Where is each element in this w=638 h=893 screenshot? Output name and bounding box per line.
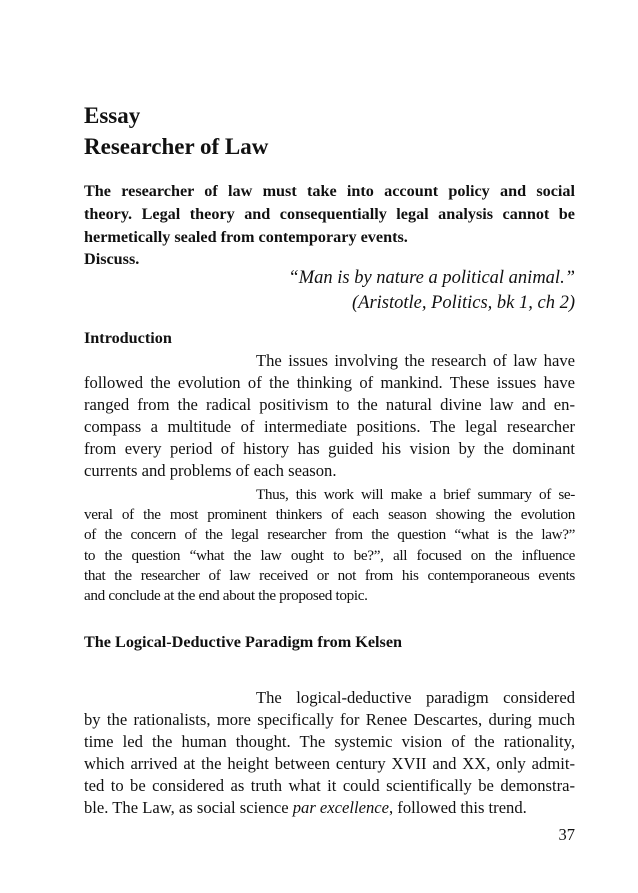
- intro-p2-line: and conclude at the end about the proposed topic.: [84, 587, 368, 604]
- section2-line: by the rationalists, more specifically for Renee Descartes, during much: [84, 710, 575, 729]
- intro-p2-line: to the question “what the law ought to be?”, all focused on the influence: [84, 547, 575, 564]
- intro-p2-line: of the concern of the legal researcher from the question “what is the law?”: [84, 526, 575, 543]
- intro-p2-line: Thus, this work will make a brief summary of se-: [256, 486, 575, 503]
- italic-term: par excellence: [292, 798, 389, 817]
- essay-title: Researcher of Law: [84, 134, 269, 159]
- section2-line: time led the human thought. The systemic vision of the rationality,: [84, 732, 575, 751]
- section2-line: which arrived at the height between century XVII and XX, only admit-: [84, 754, 575, 773]
- epigraph-quote: “Man is by nature a political animal.”: [288, 268, 575, 288]
- intro-p1-line: from every period of history has guided his vision by the dominant: [84, 439, 575, 458]
- intro-p1-line: currents and problems of each season.: [84, 461, 337, 480]
- intro-p1-line: ranged from the radical positivism to the natural divine law and en-: [84, 395, 575, 414]
- discuss-label: Discuss.: [84, 250, 140, 268]
- intro-p2-line: that the researcher of law received or not from his contemporaneous events: [84, 567, 575, 584]
- section2-last-line-end: , followed this trend.: [389, 798, 527, 817]
- section2-last-line-start: ble. The Law, as social science: [84, 798, 293, 817]
- prompt-line: theory. Legal theory and consequentially legal analysis cannot be: [84, 205, 575, 223]
- section2-last-line: [84, 797, 575, 819]
- intro-p1-line: followed the evolution of the thinking of mankind. These issues have: [84, 373, 575, 392]
- intro-p2-line: veral of the most prominent thinkers of each season showing the evolution: [84, 506, 575, 523]
- prompt-line: The researcher of law must take into account policy and social: [84, 182, 575, 200]
- section2-line: The logical-deductive paradigm considered: [256, 688, 575, 707]
- introduction-heading: Introduction: [84, 329, 172, 347]
- intro-p1-line: The issues involving the research of law have: [256, 351, 575, 370]
- section-heading: The Logical-Deductive Paradigm from Kelsen: [84, 633, 403, 651]
- page-number: 37: [558, 825, 575, 844]
- section2-line: ted to be considered as truth what it could scientifically be demonstra-: [84, 776, 575, 795]
- epigraph-source: (Aristotle, Politics, bk 1, ch 2): [352, 293, 575, 313]
- essay-label: Essay: [84, 103, 141, 128]
- intro-p1-line: compass a multitude of intermediate positions. The legal researcher: [84, 417, 575, 436]
- prompt-line: hermetically sealed from contemporary events.: [84, 228, 408, 246]
